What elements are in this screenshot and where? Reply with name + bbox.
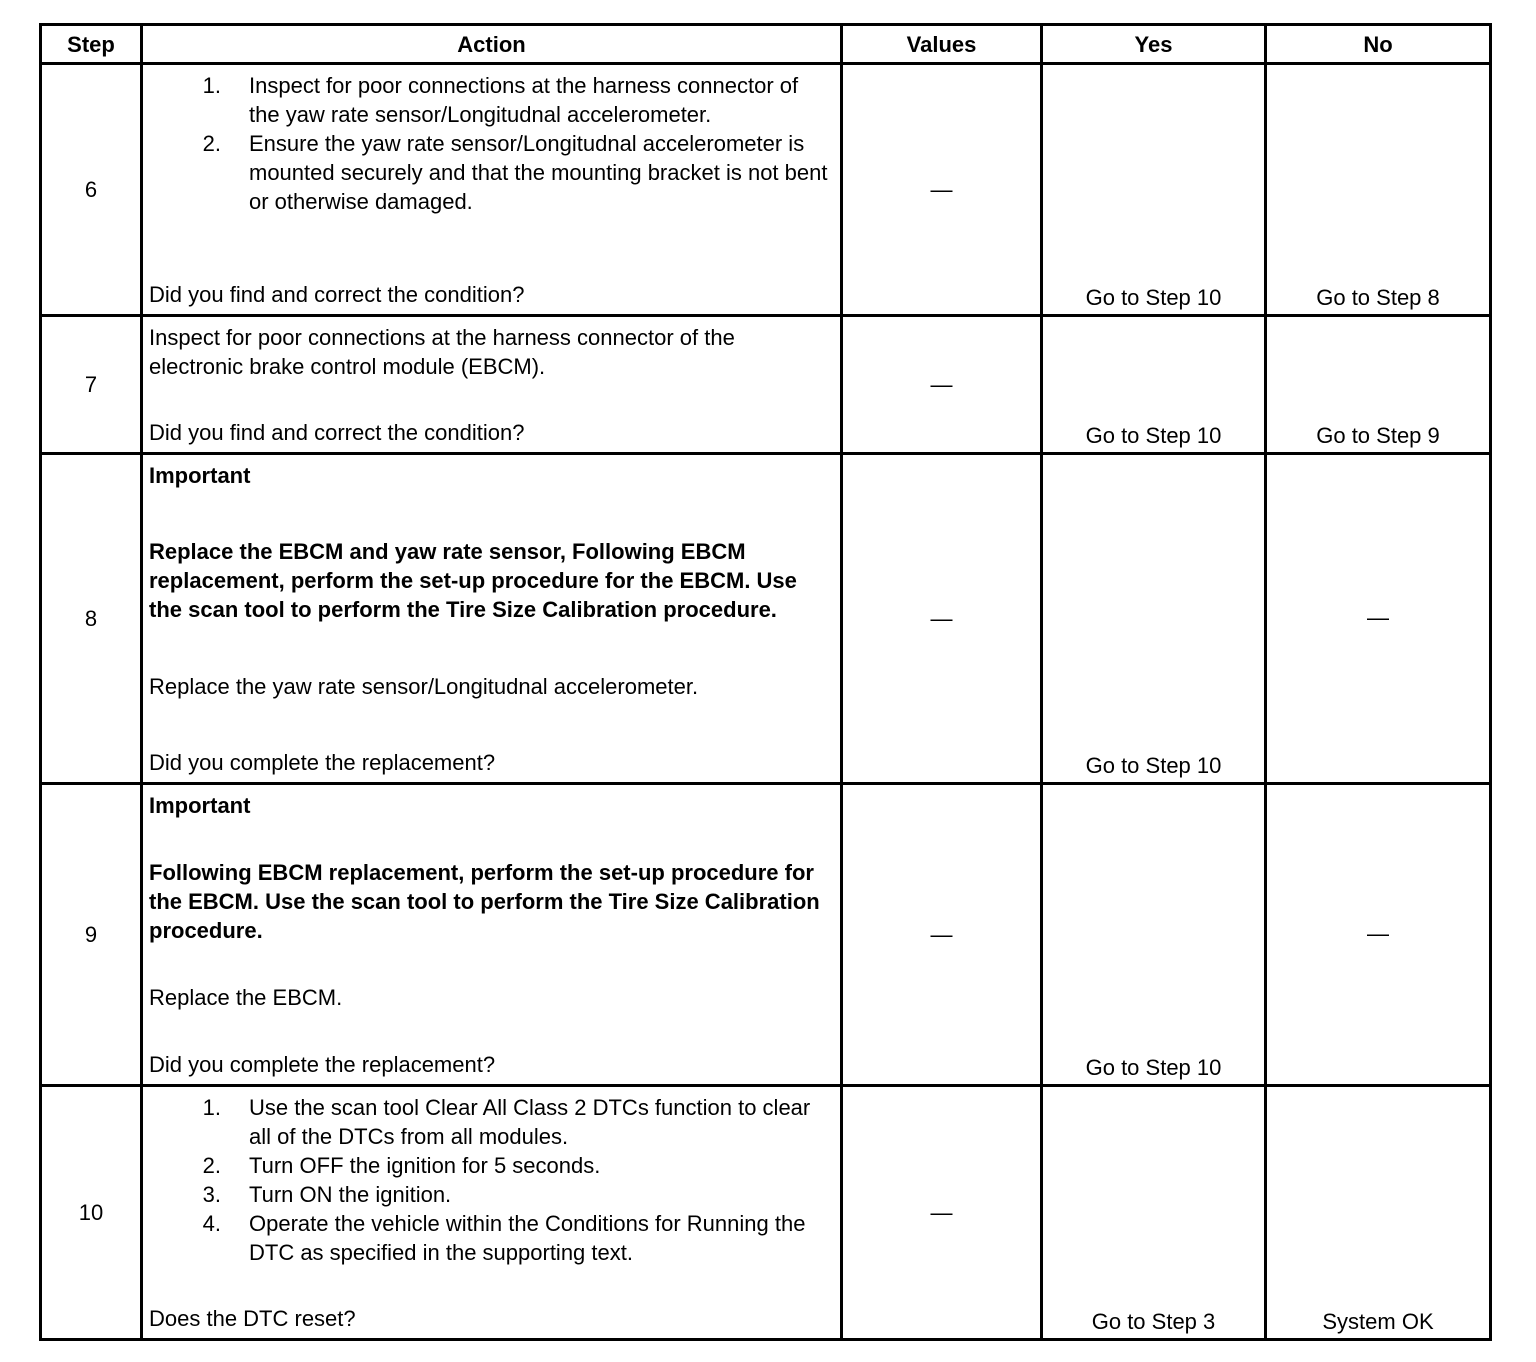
action-cell bbox=[142, 316, 842, 454]
action-text: Replace the yaw rate sensor/Longitudnal accelerometer. bbox=[149, 673, 699, 699]
important-label: Important bbox=[149, 793, 251, 818]
list-item-text: Operate the vehicle within the Conditions for Running the DTC as specified in the supporting text. bbox=[249, 1211, 806, 1265]
diagnostic-table bbox=[39, 23, 1492, 1341]
header-step: Step bbox=[41, 25, 142, 64]
table-row-step-9 bbox=[41, 784, 1491, 1086]
diagnostic-table-wrapper bbox=[39, 23, 1492, 1341]
no-cell: System OK bbox=[1266, 1086, 1491, 1340]
list-item-text: Turn OFF the ignition for 5 seconds. bbox=[249, 1153, 601, 1178]
list-item bbox=[149, 1093, 834, 1151]
step-number: 10 bbox=[41, 1086, 142, 1340]
yes-cell: Go to Step 10 bbox=[1042, 454, 1266, 784]
values-cell: — bbox=[842, 1086, 1042, 1340]
table-row-step-8 bbox=[41, 454, 1491, 784]
step-number: 6 bbox=[41, 64, 142, 316]
values-cell: — bbox=[842, 316, 1042, 454]
step-number: 7 bbox=[41, 316, 142, 454]
yes-cell: Go to Step 10 bbox=[1042, 784, 1266, 1086]
values-cell: — bbox=[842, 454, 1042, 784]
table-row-step-10 bbox=[41, 1086, 1491, 1340]
list-item-number: 1. bbox=[202, 1095, 221, 1120]
list-item-text: Turn ON the ignition. bbox=[249, 1182, 452, 1207]
list-item-number: 2. bbox=[202, 131, 221, 156]
step-number: 8 bbox=[41, 454, 142, 784]
header-no: No bbox=[1266, 25, 1491, 64]
yes-cell: Go to Step 3 bbox=[1042, 1086, 1266, 1340]
action-question: Did you complete the replacement? bbox=[149, 749, 496, 775]
list-item-number: 1. bbox=[202, 73, 221, 98]
important-text: Replace the EBCM and yaw rate sensor, Following EBCM replacement, perform the set-up procedure for the EBCM. Use the scan tool to perform the Tire Size Calibration procedure. bbox=[149, 539, 797, 623]
list-item bbox=[149, 1209, 834, 1267]
table-row-step-6 bbox=[41, 64, 1491, 316]
list-item-number: 4. bbox=[202, 1211, 221, 1236]
list-item bbox=[149, 1151, 834, 1180]
important-text: Following EBCM replacement, perform the set-up procedure for the EBCM. Use the scan tool to perform the Tire Size Calibration procedure. bbox=[149, 860, 820, 943]
action-text: Inspect for poor connections at the harness connector of the electronic brake control module (EBCM). bbox=[149, 325, 735, 379]
action-list bbox=[149, 71, 834, 216]
no-cell: — bbox=[1266, 454, 1491, 784]
list-item-text: Inspect for poor connections at the harness connector of the yaw rate sensor/Longitudnal accelerometer. bbox=[249, 73, 799, 127]
action-cell bbox=[142, 64, 842, 316]
list-item bbox=[149, 129, 834, 216]
list-item bbox=[149, 1180, 834, 1209]
values-cell: — bbox=[842, 64, 1042, 316]
list-item bbox=[149, 71, 834, 129]
action-cell bbox=[142, 1086, 842, 1340]
header-values: Values bbox=[842, 25, 1042, 64]
no-cell: — bbox=[1266, 784, 1491, 1086]
action-text: Replace the EBCM. bbox=[149, 985, 343, 1010]
list-item-number: 2. bbox=[202, 1153, 221, 1178]
action-list bbox=[149, 1093, 834, 1267]
yes-cell: Go to Step 10 bbox=[1042, 64, 1266, 316]
action-question: Does the DTC reset? bbox=[149, 1306, 356, 1331]
action-cell bbox=[142, 784, 842, 1086]
yes-cell: Go to Step 10 bbox=[1042, 316, 1266, 454]
no-cell: Go to Step 9 bbox=[1266, 316, 1491, 454]
important-label: Important bbox=[149, 463, 251, 488]
action-question: Did you find and correct the condition? bbox=[149, 282, 525, 307]
header-row bbox=[41, 25, 1491, 64]
table-row-step-7 bbox=[41, 316, 1491, 454]
header-yes: Yes bbox=[1042, 25, 1266, 64]
list-item-text: Use the scan tool Clear All Class 2 DTCs function to clear all of the DTCs from all modules. bbox=[249, 1095, 811, 1149]
header-action: Action bbox=[142, 25, 842, 64]
step-number: 9 bbox=[41, 784, 142, 1086]
no-cell: Go to Step 8 bbox=[1266, 64, 1491, 316]
action-question: Did you find and correct the condition? bbox=[149, 420, 525, 445]
list-item-text: Ensure the yaw rate sensor/Longitudnal accelerometer is mounted securely and that the mounting bracket is not bent or otherwise damaged. bbox=[249, 131, 828, 214]
action-question: Did you complete the replacement? bbox=[149, 1052, 496, 1077]
list-item-number: 3. bbox=[202, 1182, 221, 1207]
action-cell bbox=[142, 454, 842, 784]
values-cell: — bbox=[842, 784, 1042, 1086]
